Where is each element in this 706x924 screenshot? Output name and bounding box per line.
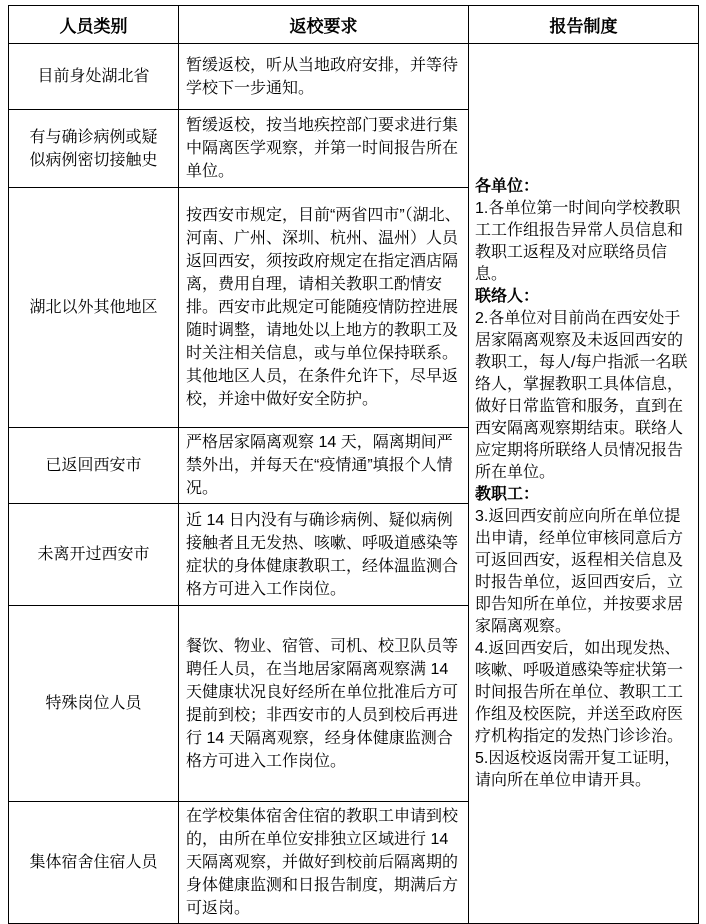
category-cell: 目前身处湖北省 — [9, 44, 179, 110]
table-row — [9, 44, 699, 110]
category-cell: 集体宿舍住宿人员 — [9, 802, 179, 924]
report-item: 5.因返校返岗需开复工证明，请向所在单位申请开具。 — [475, 749, 681, 789]
requirement-cell: 餐饮、物业、宿管、司机、校卫队员等聘任人员，在当地居家隔离观察满 14 天健康状况良好经所在单位批准后方可提前到校；非西安市的人员到校后再进行 14 天隔离观察，经身体健康监测合格方可进入工作岗位。 — [179, 606, 469, 802]
report-group-heading: 各单位： — [475, 177, 540, 195]
column-header-requirement: 返校要求 — [179, 6, 469, 44]
category-cell: 未离开过西安市 — [9, 504, 179, 606]
category-cell: 已返回西安市 — [9, 428, 179, 504]
category-cell: 特殊岗位人员 — [9, 606, 179, 802]
header-row — [9, 6, 699, 44]
requirement-cell: 严格居家隔离观察 14 天，隔离期间严禁外出，并每天在“疫情通”填报个人情况。 — [179, 428, 469, 504]
report-content — [475, 176, 694, 792]
requirement-cell: 暂缓返校，听从当地政府安排，并等待学校下一步通知。 — [179, 44, 469, 110]
report-item: 4.返回西安后，如出现发热、咳嗽、呼吸道感染等症状第一时间报告所在单位、教职工工作组及校医院，并送至政府医疗机构指定的发热门诊诊治。 — [475, 639, 684, 745]
report-group-heading: 教职工： — [475, 485, 540, 503]
report-cell — [469, 44, 699, 924]
report-item: 1.各单位第一时间向学校教职工工作组报告异常人员信息和教职工返程及对应联络员信息。 — [475, 199, 684, 283]
column-header-report: 报告制度 — [469, 6, 699, 44]
report-item: 3.返回西安前应向所在单位提出申请，经单位审核同意后方可返回西安，返程相关信息及时报告单位，返回西安后，立即告知所在单位，并按要求居家隔离观察。 — [475, 507, 684, 635]
report-item: 2.各单位对目前尚在西安处于居家隔离观察及未返回西安的教职工，每人/每户指派一名联络人，掌握教职工具体信息，做好日常监管和服务，直到在西安隔离观察期结束。联络人应定期将所联络人员情况报告所在单位。 — [475, 309, 688, 481]
return-policy-table — [8, 5, 699, 924]
report-group-heading: 联络人： — [475, 287, 540, 305]
requirement-cell: 按西安市规定，目前“两省四市”（湖北、河南、广州、深圳、杭州、温州）人员返回西安，须按政府规定在指定酒店隔离，费用自理，请相关教职工酌情安排。西安市此规定可能随疫情防控进展随时调整，请地处以上地方的教职工及时关注相关信息，或与单位保持联系。其他地区人员，在条件允许下，尽早返校，并途中做好安全防护。 — [179, 188, 469, 428]
category-cell: 有与确诊病例或疑似病例密切接触史 — [9, 110, 179, 188]
requirement-cell: 在学校集体宿舍住宿的教职工申请到校的，由所在单位安排独立区域进行 14 天隔离观察，并做好到校前后隔离期的身体健康监测和日报告制度，期满后方可返岗。 — [179, 802, 469, 924]
category-cell: 湖北以外其他地区 — [9, 188, 179, 428]
requirement-cell: 暂缓返校，按当地疾控部门要求进行集中隔离医学观察，并第一时间报告所在单位。 — [179, 110, 469, 188]
requirement-cell: 近 14 日内没有与确诊病例、疑似病例接触者且无发热、咳嗽、呼吸道感染等症状的身体健康教职工，经体温监测合格方可进入工作岗位。 — [179, 504, 469, 606]
column-header-category: 人员类别 — [9, 6, 179, 44]
